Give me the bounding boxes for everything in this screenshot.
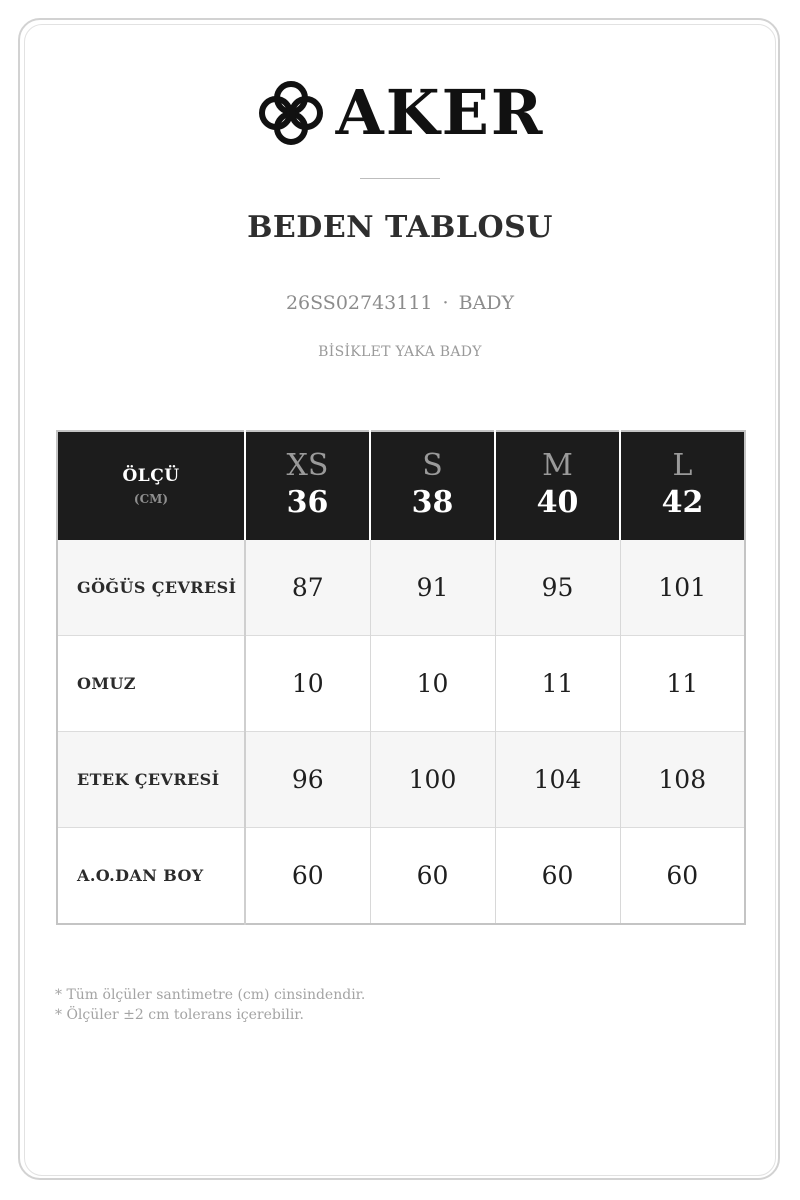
size-header-l bbox=[620, 431, 745, 540]
measure-header-unit: (CM) bbox=[133, 492, 169, 506]
size-number: 40 bbox=[536, 485, 579, 520]
size-header-xs bbox=[245, 431, 370, 540]
measure-header-label: ÖLÇÜ bbox=[122, 466, 180, 486]
table-cell: 60 bbox=[620, 828, 745, 925]
table-cell: 108 bbox=[620, 732, 745, 828]
size-header-s bbox=[370, 431, 495, 540]
knot-logo-icon bbox=[256, 78, 326, 148]
footnote: * Ölçüler ±2 cm tolerans içerebilir. bbox=[55, 1007, 304, 1023]
product-line bbox=[0, 292, 800, 314]
table-cell: 10 bbox=[370, 636, 495, 732]
table-row bbox=[57, 636, 745, 732]
table-cell: 11 bbox=[495, 636, 620, 732]
page-title: BEDEN TABLOSU bbox=[247, 210, 553, 245]
footnotes bbox=[55, 985, 365, 1025]
table-cell: 60 bbox=[370, 828, 495, 925]
size-number: 38 bbox=[411, 485, 454, 520]
table-cell: 91 bbox=[370, 540, 495, 636]
table-cell: 100 bbox=[370, 732, 495, 828]
row-label: OMUZ bbox=[57, 636, 245, 732]
product-category: BADY bbox=[458, 292, 515, 314]
table-row bbox=[57, 828, 745, 925]
title-divider bbox=[360, 178, 440, 179]
row-label: ETEK ÇEVRESİ bbox=[57, 732, 245, 828]
size-number: 42 bbox=[661, 485, 704, 520]
table-cell: 11 bbox=[620, 636, 745, 732]
brand-logo bbox=[0, 78, 800, 148]
row-label: GÖĞÜS ÇEVRESİ bbox=[57, 540, 245, 636]
row-label: A.O.DAN BOY bbox=[57, 828, 245, 925]
table-row bbox=[57, 732, 745, 828]
product-separator: · bbox=[442, 292, 449, 314]
size-number: 36 bbox=[286, 485, 329, 520]
size-letter: XS bbox=[286, 448, 329, 483]
product-name: BİSİKLET YAKA BADY bbox=[318, 344, 482, 360]
table-cell: 10 bbox=[245, 636, 370, 732]
table-cell: 95 bbox=[495, 540, 620, 636]
product-code: 26SS02743111 bbox=[285, 292, 433, 314]
size-header-m bbox=[495, 431, 620, 540]
table-cell: 101 bbox=[620, 540, 745, 636]
footnote: * Tüm ölçüler santimetre (cm) cinsindendir. bbox=[55, 987, 366, 1003]
table-cell: 60 bbox=[495, 828, 620, 925]
size-header-row bbox=[57, 431, 745, 540]
measure-header bbox=[57, 431, 245, 540]
size-letter: S bbox=[422, 448, 443, 483]
table-cell: 104 bbox=[495, 732, 620, 828]
table-cell: 60 bbox=[245, 828, 370, 925]
brand-name: AKER bbox=[335, 76, 545, 149]
size-letter: L bbox=[672, 448, 693, 483]
table-row bbox=[57, 540, 745, 636]
table-cell: 87 bbox=[245, 540, 370, 636]
size-table bbox=[56, 430, 746, 925]
size-letter: M bbox=[542, 448, 573, 483]
table-cell: 96 bbox=[245, 732, 370, 828]
